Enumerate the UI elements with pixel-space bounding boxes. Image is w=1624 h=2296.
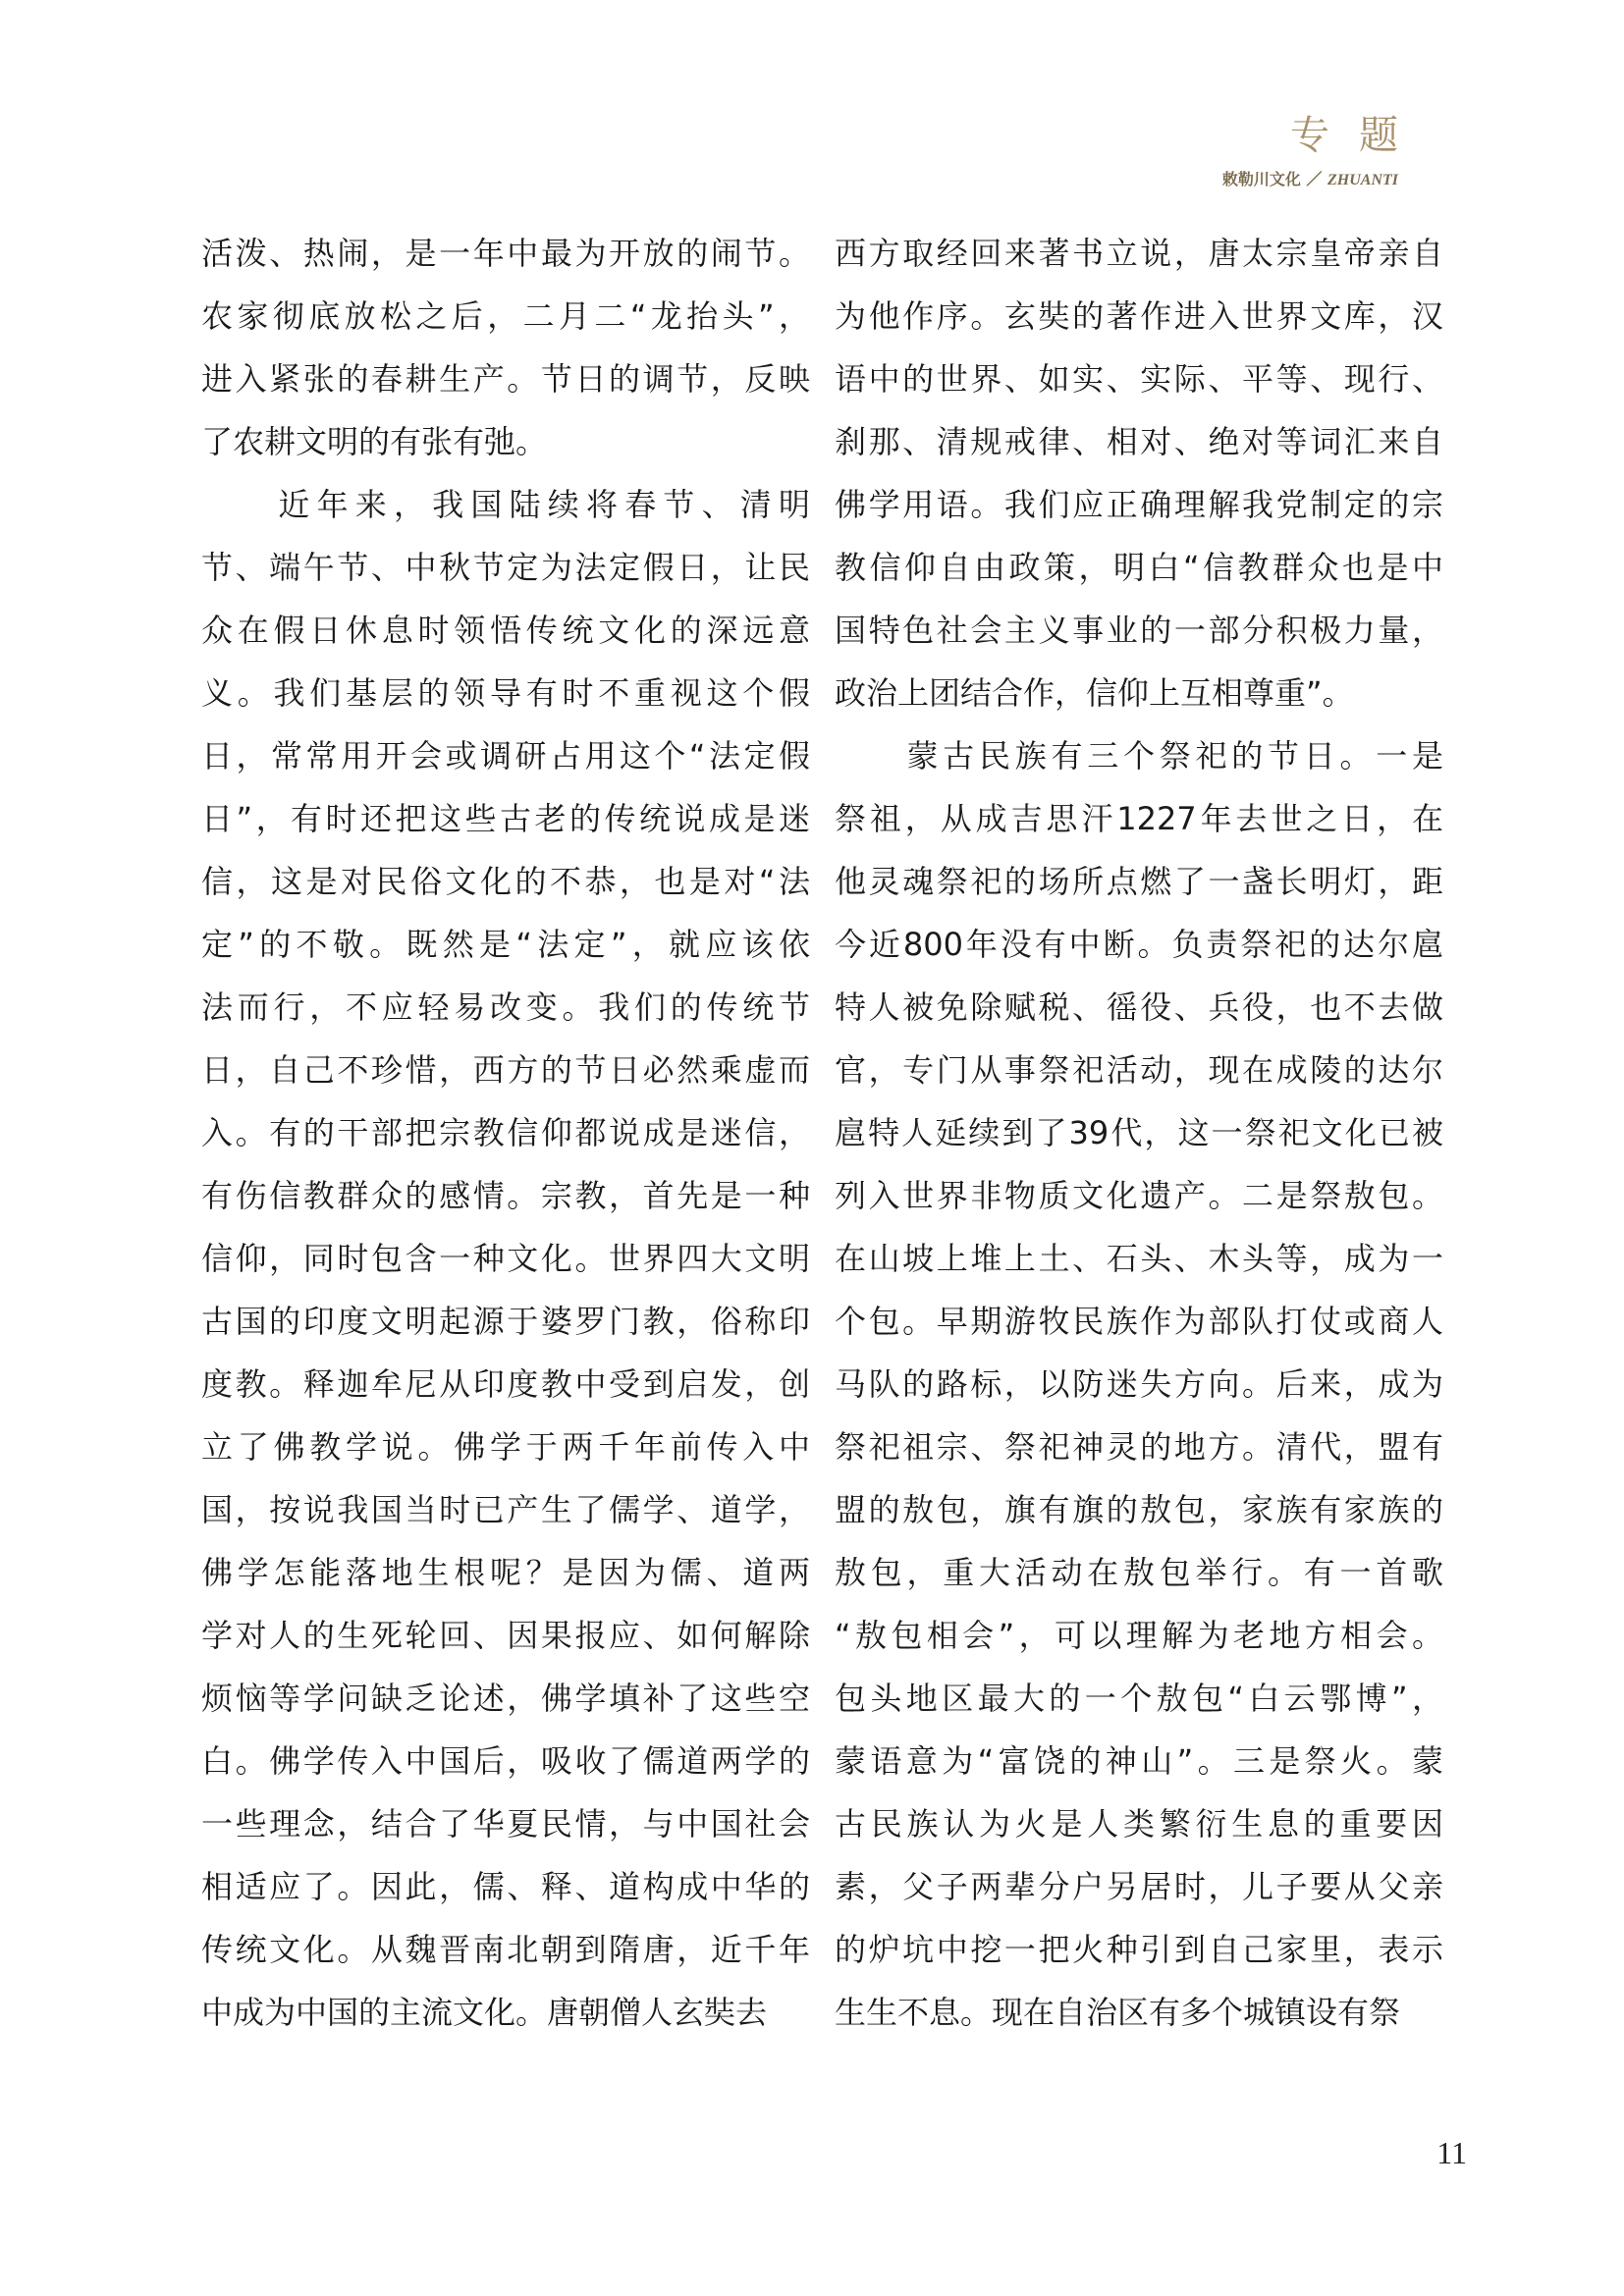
text-line: 相适应了。因此，儒、释、道构成中华的: [201, 1868, 810, 1905]
right-text-column: [835, 222, 1443, 2044]
text-line: 列入世界非物质文化遗产。二是祭敖包。: [835, 1177, 1443, 1214]
text-line: 有伤信教群众的感情。宗教，首先是一种: [201, 1177, 810, 1214]
text-line: 一些理念，结合了华夏民情，与中国社会: [201, 1805, 810, 1842]
text-line: 佛学怎能落地生根呢？是因为儒、道两: [201, 1554, 810, 1591]
text-line: 佛学用语。我们应正确理解我党制定的宗: [835, 486, 1443, 523]
text-line: 刹那、清规戒律、相对、绝对等词汇来自: [835, 423, 1443, 460]
text-line: 国特色社会主义事业的一部分积极力量，: [835, 612, 1443, 649]
text-line: 西方取经回来著书立说，唐太宗皇帝亲自: [835, 235, 1443, 272]
text-line: 众在假日休息时领悟传统文化的深远意: [201, 612, 810, 649]
text-line: 定”的不敬。既然是“法定”，就应该依: [201, 926, 810, 963]
page-number: 11: [1436, 2135, 1467, 2170]
running-header: [1221, 113, 1428, 189]
text-line: 日，常常用开会或调研占用这个“法定假: [201, 737, 810, 774]
text-line: 了农耕文明的有张有弛。: [201, 423, 548, 460]
text-line: 进入紧张的春耕生产。节日的调节，反映: [201, 360, 810, 398]
text-line: 祭祖，从成吉思汗1227年去世之日，在: [835, 800, 1443, 837]
text-line: 立了佛教学说。佛学于两千年前传入中: [201, 1428, 810, 1466]
text-line: 学对人的生死轮回、因果报应、如何解除: [201, 1617, 810, 1654]
text-line: 烦恼等学问缺乏论述，佛学填补了这些空: [201, 1680, 810, 1717]
text-line: “敖包相会”，可以理解为老地方相会。: [835, 1617, 1443, 1654]
text-line: 义。我们基层的领导有时不重视这个假: [201, 674, 810, 712]
text-line: 入。有的干部把宗教信仰都说成是迷信，: [201, 1114, 810, 1151]
text-line: 个包。早期游牧民族作为部队打仗或商人: [835, 1303, 1443, 1340]
text-line: 祭祀祖宗、祭祀神灵的地方。清代，盟有: [835, 1428, 1443, 1466]
text-line: 法而行，不应轻易改变。我们的传统节: [201, 988, 810, 1026]
text-line: 今近800年没有中断。负责祭祀的达尔扈: [835, 926, 1443, 963]
text-line: 盟的敖包，旗有旗的敖包，家族有家族的: [835, 1491, 1443, 1528]
text-line: 的炉坑中挖一把火种引到自己家里，表示: [835, 1931, 1443, 1968]
subtitle-chinese: 敕勒川文化: [1221, 170, 1301, 188]
text-line: 节、端午节、中秋节定为法定假日，让民: [201, 549, 810, 586]
section-title: 专题: [1290, 113, 1428, 158]
text-line: 他灵魂祭祀的场所点燃了一盏长明灯，距: [835, 863, 1443, 900]
subtitle-separator: ／: [1306, 170, 1323, 188]
text-line: 古民族认为火是人类繁衍生息的重要因: [835, 1805, 1443, 1842]
text-line: 敖包，重大活动在敖包举行。有一首歌: [835, 1554, 1443, 1591]
text-line: 国，按说我国当时已产生了儒学、道学，: [201, 1491, 810, 1528]
text-line: 语中的世界、如实、实际、平等、现行、: [835, 360, 1443, 398]
text-line: 日”，有时还把这些古老的传统说成是迷: [201, 800, 810, 837]
text-line: 活泼、热闹，是一年中最为开放的闹节。: [201, 235, 810, 272]
text-line: 教信仰自由政策，明白“信教群众也是中: [835, 549, 1443, 586]
text-line: 政治上团结合作，信仰上互相尊重”。: [835, 674, 1354, 712]
text-line: 农家彻底放松之后，二月二“龙抬头”，: [201, 297, 810, 335]
subtitle-english: ZHUANTI: [1327, 172, 1398, 188]
text-line: 信仰，同时包含一种文化。世界四大文明: [201, 1240, 810, 1277]
text-line: 官，专门从事祭祀活动，现在成陵的达尔: [835, 1051, 1443, 1089]
text-line: 为他作序。玄奘的著作进入世界文库，汉: [835, 297, 1443, 335]
text-line: 蒙语意为“富饶的神山”。三是祭火。蒙: [835, 1742, 1443, 1780]
text-line: 古国的印度文明起源于婆罗门教，俗称印: [201, 1303, 810, 1340]
text-line: 马队的路标，以防迷失方向。后来，成为: [835, 1365, 1443, 1403]
text-line: 蒙古民族有三个祭祀的节日。一是: [835, 737, 1443, 774]
text-line: 特人被免除赋税、徭役、兵役，也不去做: [835, 988, 1443, 1026]
text-line: 白。佛学传入中国后，吸收了儒道两学的: [201, 1742, 810, 1780]
text-line: 日，自己不珍惜，西方的节日必然乘虚而: [201, 1051, 810, 1089]
text-line: 传统文化。从魏晋南北朝到隋唐，近千年: [201, 1931, 810, 1968]
text-line: 近年来，我国陆续将春节、清明: [201, 486, 810, 523]
text-line: 包头地区最大的一个敖包“白云鄂博”，: [835, 1680, 1443, 1717]
text-line: 中成为中国的主流文化。唐朝僧人玄奘去: [201, 1994, 768, 2031]
text-line: 在山坡上堆上土、石头、木头等，成为一: [835, 1240, 1443, 1277]
section-subtitle: [1222, 167, 1398, 189]
text-line: 生生不息。现在自治区有多个城镇设有祭: [835, 1994, 1401, 2031]
text-line: 扈特人延续到了39代，这一祭祀文化已被: [835, 1114, 1443, 1151]
text-line: 信，这是对民俗文化的不恭，也是对“法: [201, 863, 810, 900]
text-line: 素，父子两辈分户另居时，儿子要从父亲: [835, 1868, 1443, 1905]
left-text-column: [201, 222, 810, 2044]
text-line: 度教。释迦牟尼从印度教中受到启发，创: [201, 1365, 810, 1403]
